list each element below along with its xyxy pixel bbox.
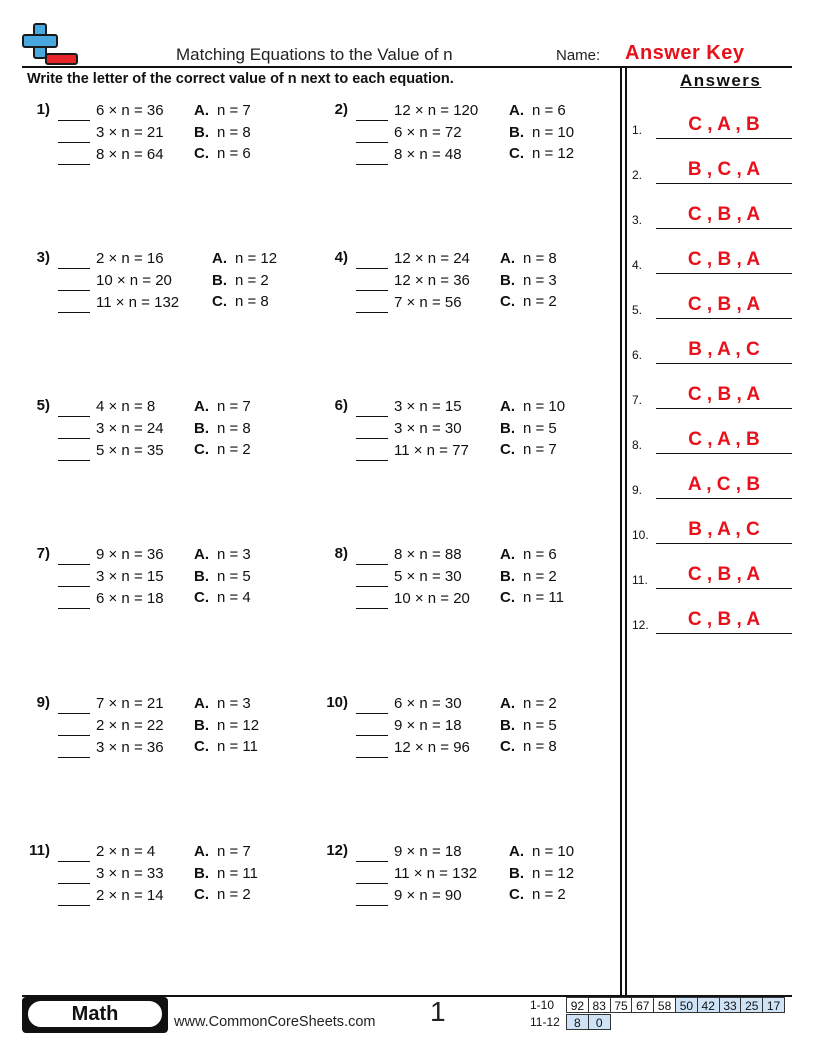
answer-blank	[58, 416, 90, 417]
problem-number: 2)	[334, 101, 348, 118]
answer-blank	[58, 312, 90, 313]
equation: 9 × n = 90	[394, 887, 462, 904]
problem-number: 4)	[334, 249, 348, 266]
answer-blank	[58, 438, 90, 439]
equation: 6 × n = 72	[394, 124, 462, 141]
answer-blank	[356, 312, 388, 313]
option-letter: C.	[194, 441, 209, 458]
option-letter: B.	[500, 419, 515, 437]
problem-number: 10)	[326, 694, 348, 711]
option-letter: A.	[194, 398, 209, 415]
option-letter: C.	[500, 293, 515, 310]
answer-blank	[356, 861, 388, 862]
option-letter: A.	[194, 695, 209, 712]
equation: 9 × n = 36	[96, 546, 164, 563]
answer-number: 10.	[632, 528, 649, 542]
answer-blank	[58, 164, 90, 165]
option-letter: A.	[509, 843, 524, 860]
equation: 8 × n = 88	[394, 546, 462, 563]
equation: 9 × n = 18	[394, 717, 462, 734]
answer-blank	[356, 120, 388, 121]
answer-value: B , A , C	[688, 519, 760, 540]
problem-number: 3)	[36, 249, 50, 266]
equation: 3 × n = 21	[96, 124, 164, 141]
page-number: 1	[430, 996, 446, 1027]
answer-blank	[58, 268, 90, 269]
option-letter: B.	[194, 716, 209, 734]
answer-number: 6.	[632, 348, 643, 362]
answer-line	[656, 453, 792, 454]
equation: 4 × n = 8	[96, 398, 156, 415]
option-value: n = 8	[217, 419, 251, 437]
answer-blank	[58, 757, 90, 758]
option-value: n = 10	[523, 398, 566, 415]
equation: 10 × n = 20	[96, 272, 172, 289]
answer-value: C , B , A	[687, 249, 761, 270]
answers-heading: Answers	[680, 71, 762, 90]
answer-blank	[356, 883, 388, 884]
option-letter: C.	[194, 738, 209, 755]
score-cell: 33	[719, 997, 742, 1013]
answer-number: 3.	[632, 213, 643, 227]
option-letter: B.	[194, 567, 209, 585]
option-letter: A.	[500, 398, 515, 415]
option-value: n = 7	[217, 102, 251, 119]
answer-blank	[356, 735, 388, 736]
equation: 2 × n = 14	[96, 887, 164, 904]
answer-blank	[356, 564, 388, 565]
option-value: n = 8	[217, 123, 251, 141]
answer-blank	[58, 564, 90, 565]
answer-blank	[356, 713, 388, 714]
header-rule	[22, 66, 792, 68]
option-value: n = 10	[532, 843, 575, 860]
answer-value: C , A , B	[688, 429, 760, 450]
equation: 12 × n = 120	[394, 102, 479, 119]
worksheet-title: Matching Equations to the Value of n	[176, 45, 453, 64]
answer-value: B , C , A	[687, 159, 761, 180]
option-value: n = 6	[217, 145, 251, 162]
answer-number: 1.	[632, 123, 643, 137]
answer-number: 11.	[632, 573, 648, 587]
answer-blank	[58, 905, 90, 906]
option-letter: A.	[500, 250, 515, 267]
answer-line	[656, 183, 792, 184]
name-label: Name:	[556, 47, 601, 64]
score-cell: 92	[566, 997, 589, 1013]
option-value: n = 5	[217, 567, 251, 585]
option-letter: B.	[509, 123, 524, 141]
instructions: Write the letter of the correct value of n next to each equation.	[27, 71, 454, 87]
equation: 11 × n = 77	[394, 442, 469, 459]
score-cell: 67	[631, 997, 654, 1013]
equation: 12 × n = 36	[394, 272, 470, 289]
option-value: n = 11	[523, 589, 565, 606]
answer-line	[656, 138, 792, 139]
option-value: n = 6	[523, 546, 557, 563]
option-letter: A.	[500, 695, 515, 712]
option-value: n = 2	[523, 695, 557, 712]
score-cell: 42	[697, 997, 720, 1013]
score-cell: 83	[588, 997, 611, 1013]
answer-blank	[58, 735, 90, 736]
answer-blank	[58, 290, 90, 291]
answer-line	[656, 408, 792, 409]
answer-line	[656, 318, 792, 319]
column-divider	[620, 66, 622, 996]
equation: 3 × n = 36	[96, 739, 164, 756]
answer-number: 5.	[632, 303, 643, 317]
answer-blank	[356, 164, 388, 165]
option-letter: B.	[509, 864, 524, 882]
equation: 2 × n = 16	[96, 250, 164, 267]
problem-number: 11)	[29, 842, 50, 859]
option-value: n = 7	[217, 843, 251, 860]
answer-blank	[58, 713, 90, 714]
equation: 2 × n = 4	[96, 843, 156, 860]
site-url: www.CommonCoreSheets.com	[174, 1014, 376, 1030]
option-letter: A.	[194, 843, 209, 860]
option-letter: B.	[194, 864, 209, 882]
option-value: n = 6	[532, 102, 566, 119]
equation: 11 × n = 132	[394, 865, 478, 882]
answer-value: A , C , B	[687, 474, 761, 495]
answer-value: C , A , B	[688, 114, 760, 135]
answer-blank	[356, 416, 388, 417]
equation: 5 × n = 30	[394, 568, 462, 585]
option-value: n = 11	[217, 864, 259, 882]
option-value: n = 3	[523, 271, 557, 289]
problem-number: 1)	[36, 101, 50, 118]
answer-blank	[58, 586, 90, 587]
equation: 5 × n = 35	[96, 442, 164, 459]
problem-number: 5)	[36, 397, 50, 414]
option-value: n = 7	[217, 398, 251, 415]
score-cell: 25	[740, 997, 763, 1013]
problem-number: 6)	[334, 397, 348, 414]
equation: 3 × n = 24	[96, 420, 164, 437]
equation: 8 × n = 64	[96, 146, 164, 163]
answer-blank	[356, 438, 388, 439]
answer-blank	[356, 586, 388, 587]
answer-line	[656, 363, 792, 364]
answer-blank	[58, 142, 90, 143]
option-value: n = 12	[235, 250, 278, 267]
score-row-label: 11-12	[530, 1015, 560, 1029]
score-cell: 50	[675, 997, 698, 1013]
option-letter: B.	[212, 271, 227, 289]
answer-value: C , B , A	[687, 204, 761, 225]
score-cell: 17	[762, 997, 785, 1013]
equation: 3 × n = 33	[96, 865, 164, 882]
option-letter: A.	[194, 102, 209, 119]
option-value: n = 2	[523, 293, 557, 310]
option-value: n = 11	[217, 738, 259, 755]
answer-blank	[356, 608, 388, 609]
option-value: n = 8	[523, 738, 557, 755]
option-value: n = 3	[217, 695, 251, 712]
option-letter: C.	[500, 738, 515, 755]
equation: 9 × n = 18	[394, 843, 462, 860]
option-value: n = 8	[523, 250, 557, 267]
answer-blank	[58, 608, 90, 609]
name-value: Answer Key	[625, 42, 745, 64]
option-letter: C.	[500, 441, 515, 458]
equation: 3 × n = 15	[96, 568, 164, 585]
answer-line	[656, 588, 792, 589]
option-value: n = 3	[217, 546, 251, 563]
option-value: n = 5	[523, 419, 557, 437]
option-value: n = 4	[217, 589, 251, 606]
option-letter: A.	[509, 102, 524, 119]
score-cell: 58	[653, 997, 676, 1013]
option-value: n = 12	[532, 864, 575, 882]
column-divider	[625, 66, 627, 996]
equation: 10 × n = 20	[394, 590, 470, 607]
equation: 11 × n = 132	[96, 294, 180, 311]
answer-line	[656, 498, 792, 499]
problem-number: 7)	[36, 545, 50, 562]
answer-number: 7.	[632, 393, 643, 407]
answer-blank	[356, 290, 388, 291]
answer-blank	[356, 460, 388, 461]
option-letter: B.	[194, 419, 209, 437]
answer-value: C , B , A	[687, 609, 761, 630]
option-letter: C.	[212, 293, 227, 310]
option-letter: C.	[194, 886, 209, 903]
option-value: n = 2	[217, 886, 251, 903]
answer-line	[656, 228, 792, 229]
score-row-label: 1-10	[530, 998, 555, 1012]
answer-blank	[58, 120, 90, 121]
option-letter: C.	[509, 886, 524, 903]
option-letter: B.	[500, 716, 515, 734]
option-value: n = 12	[532, 145, 575, 162]
equation: 8 × n = 48	[394, 146, 462, 163]
option-value: n = 5	[523, 716, 557, 734]
option-letter: B.	[194, 123, 209, 141]
score-cell: 75	[610, 997, 633, 1013]
option-value: n = 8	[235, 293, 269, 310]
equation: 7 × n = 21	[96, 695, 164, 712]
answer-line	[656, 543, 792, 544]
equation: 2 × n = 22	[96, 717, 164, 734]
option-value: n = 7	[523, 441, 557, 458]
subject-badge: Math	[26, 999, 164, 1029]
option-value: n = 2	[532, 886, 566, 903]
option-letter: A.	[194, 546, 209, 563]
option-letter: B.	[500, 567, 515, 585]
score-cell: 8	[566, 1014, 589, 1030]
option-value: n = 2	[235, 271, 269, 289]
score-cell: 0	[588, 1014, 611, 1030]
answer-value: C , B , A	[687, 564, 761, 585]
answer-line	[656, 273, 792, 274]
problem-number: 8)	[334, 545, 348, 562]
equation: 12 × n = 96	[394, 739, 470, 756]
equation: 6 × n = 18	[96, 590, 164, 607]
option-value: n = 2	[217, 441, 251, 458]
problem-number: 12)	[326, 842, 348, 859]
answer-value: C , B , A	[687, 294, 761, 315]
answer-line	[656, 633, 792, 634]
answer-number: 12.	[632, 618, 649, 632]
answer-number: 8.	[632, 438, 643, 452]
option-letter: C.	[194, 145, 209, 162]
answer-number: 4.	[632, 258, 643, 272]
equation: 3 × n = 15	[394, 398, 462, 415]
answer-blank	[58, 460, 90, 461]
option-value: n = 10	[532, 123, 575, 141]
option-letter: C.	[500, 589, 515, 606]
answer-number: 2.	[632, 168, 643, 182]
answer-value: B , A , C	[688, 339, 760, 360]
answer-blank	[356, 268, 388, 269]
equation: 3 × n = 30	[394, 420, 462, 437]
option-letter: C.	[509, 145, 524, 162]
answer-blank	[356, 757, 388, 758]
option-value: n = 2	[523, 567, 557, 585]
equation: 6 × n = 30	[394, 695, 462, 712]
answer-blank	[356, 905, 388, 906]
answer-blank	[58, 883, 90, 884]
answer-number: 9.	[632, 483, 643, 497]
answer-value: C , B , A	[687, 384, 761, 405]
option-letter: A.	[212, 250, 227, 267]
equation: 12 × n = 24	[394, 250, 470, 267]
option-letter: C.	[194, 589, 209, 606]
equation: 7 × n = 56	[394, 294, 462, 311]
plus-minus-logo-icon	[22, 22, 80, 68]
option-letter: A.	[500, 546, 515, 563]
answer-blank	[356, 142, 388, 143]
option-letter: B.	[500, 271, 515, 289]
option-value: n = 12	[217, 716, 260, 734]
problem-number: 9)	[36, 694, 50, 711]
answer-blank	[58, 861, 90, 862]
equation: 6 × n = 36	[96, 102, 164, 119]
